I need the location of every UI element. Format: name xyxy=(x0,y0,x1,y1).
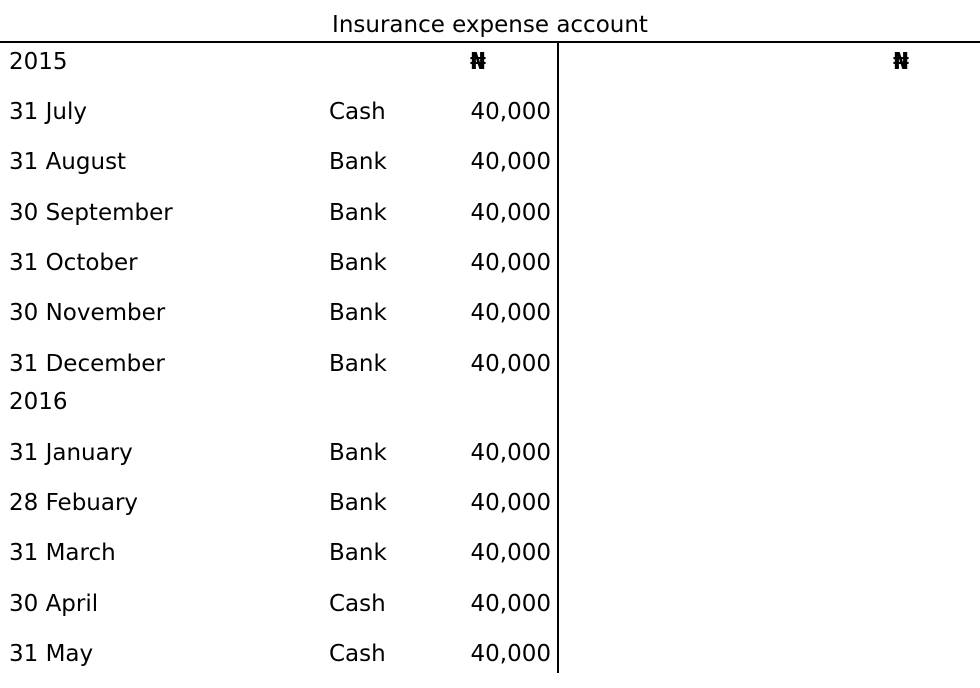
entry-detail: Bank xyxy=(329,250,387,276)
entry-detail: Cash xyxy=(329,641,386,667)
entry-date: 31 August xyxy=(9,149,127,175)
account-title: Insurance expense account xyxy=(332,12,648,38)
entry-amount: 40,000 xyxy=(470,641,551,667)
entry-date: 30 September xyxy=(9,200,173,226)
year-2015: 2015 xyxy=(9,49,68,75)
entry-amount: 40,000 xyxy=(470,540,551,566)
entry-detail: Cash xyxy=(329,591,386,617)
entry-detail: Bank xyxy=(329,300,387,326)
entry-date: 28 Febuary xyxy=(9,490,139,516)
entry-detail: Cash xyxy=(329,99,386,125)
entry-detail: Bank xyxy=(329,149,387,175)
entry-date: 30 April xyxy=(9,591,99,617)
entry-detail: Bank xyxy=(329,440,387,466)
entry-detail: Bank xyxy=(329,540,387,566)
entry-detail: Bank xyxy=(329,200,387,226)
t-account-divider xyxy=(557,42,559,673)
entry-amount: 40,000 xyxy=(470,250,551,276)
entry-amount: 40,000 xyxy=(470,300,551,326)
entry-date: 31 December xyxy=(9,351,165,377)
entry-date: 30 November xyxy=(9,300,166,326)
year-2016: 2016 xyxy=(9,389,68,415)
entry-amount: 40,000 xyxy=(470,351,551,377)
credit-currency-header: ₦ xyxy=(893,49,910,75)
entry-amount: 40,000 xyxy=(470,591,551,617)
entry-detail: Bank xyxy=(329,351,387,377)
entry-date: 31 March xyxy=(9,540,116,566)
entry-date: 31 July xyxy=(9,99,87,125)
entry-date: 31 October xyxy=(9,250,138,276)
debit-currency-header: ₦ xyxy=(470,49,487,75)
entry-amount: 40,000 xyxy=(470,200,551,226)
t-account-top-rule xyxy=(0,41,980,43)
entry-amount: 40,000 xyxy=(470,99,551,125)
entry-amount: 40,000 xyxy=(470,149,551,175)
entry-detail: Bank xyxy=(329,490,387,516)
entry-date: 31 May xyxy=(9,641,94,667)
entry-date: 31 January xyxy=(9,440,133,466)
entry-amount: 40,000 xyxy=(470,490,551,516)
entry-amount: 40,000 xyxy=(470,440,551,466)
